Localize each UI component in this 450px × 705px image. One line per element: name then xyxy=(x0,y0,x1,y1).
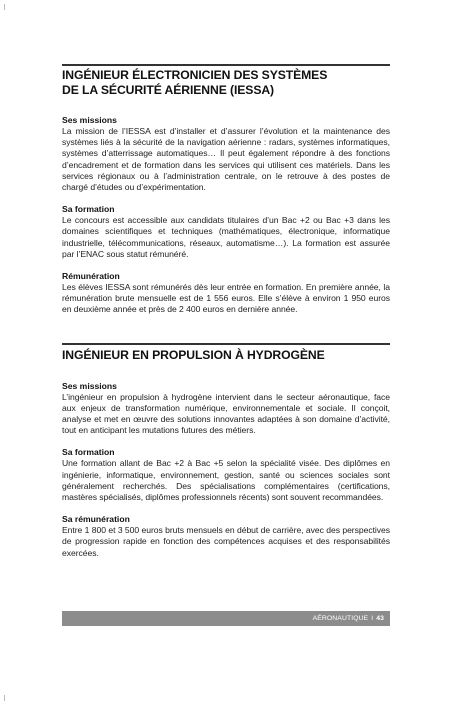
section-1-formation-text: Le concours est accessible aux candidats titulaires d’un Bac +2 ou Bac +3 dans les domaines scientifiques et techniques (mathématiques, électronique, informatique industrielle, télécommunications, réseaux, automatisme…). La formation est assurée par l’ENAC sous statut rémunéré. xyxy=(62,215,390,259)
section-1-top-rule xyxy=(62,64,390,66)
section-2-formation-text: Une formation allant de Bac +2 à Bac +5 selon la spécialité visée. Des diplômes en ingénierie, informatique, environnement, gestion, santé ou sciences sociales sont généralement recherchés. Des spécialisations complémentaires (certifications, mastères spécialisés, diplômes professionnels récents) sont souvent recommandées. xyxy=(62,458,390,502)
section-1-remuneration-heading: Rémunération xyxy=(62,271,120,282)
footer-section-name: AÉRONAUTIQUE xyxy=(312,615,369,622)
section-2-missions-heading: Ses missions xyxy=(62,380,117,391)
section-2-missions-text: L’ingénieur en propulsion à hydrogène intervient dans le secteur aéronautique, face aux enjeux de transformation numérique, environnementale et sociale. Il conçoit, analyse et met en œuvre des solutions innovantes adaptées à son domaine d’activité, tout en anticipant les mutations futures des métiers. xyxy=(62,391,390,436)
section-1-formation-heading: Sa formation xyxy=(62,204,115,215)
crop-mark xyxy=(4,4,5,10)
section-1-remuneration-text: Les élèves IESSA sont rémunérés dès leur entrée en formation. En première année, la rémunération brute mensuelle est de 1 556 euros. Elle s’élève à environ 1 950 euros en deuxième année et près de 2 400 euros en dernière année. xyxy=(62,282,390,315)
section-1-title-line2: DE LA SÉCURITÉ AÉRIENNE (IESSA) xyxy=(62,82,275,97)
section-2-title: INGÉNIEUR EN PROPULSION À HYDROGÈNE xyxy=(62,348,325,362)
section-2-remuneration-heading: Sa rémunération xyxy=(62,514,130,525)
page-number: 43 xyxy=(376,615,384,622)
section-1-title-line1: INGÉNIEUR ÉLECTRONICIEN DES SYSTÈMES xyxy=(62,68,328,82)
section-hydrogen xyxy=(62,348,390,559)
section-iessa xyxy=(62,68,390,316)
section-1-title xyxy=(62,68,390,97)
section-1-missions-text: La mission de l’IESSA est d’installer et d’assurer l’évolution et la maintenance des systèmes liés à la sécurité de la navigation aérienne : radars, systèmes informatiques, systèmes d’atterrissage automatiques… Il peut également répondre à des fonctions d’encadrement et de formation dans les services qui utilisent ces matériels. Dans les services régionaux ou à l’administration centrale, on le retrouve à des postes de chargé d’études ou d’expérimentation. xyxy=(62,126,390,193)
section-2-top-rule xyxy=(62,343,390,345)
crop-mark xyxy=(4,695,5,701)
footer-bar xyxy=(62,611,390,626)
section-2-remuneration-text: Entre 1 800 et 3 500 euros bruts mensuels en début de carrière, avec des perspectives de progression rapide en fonction des compétences acquises et des responsabilités exercées. xyxy=(62,525,390,558)
section-1-missions-heading: Ses missions xyxy=(62,115,117,125)
section-2-formation-heading: Sa formation xyxy=(62,447,115,458)
footer-separator: I xyxy=(371,615,374,622)
footer-label xyxy=(313,613,384,624)
